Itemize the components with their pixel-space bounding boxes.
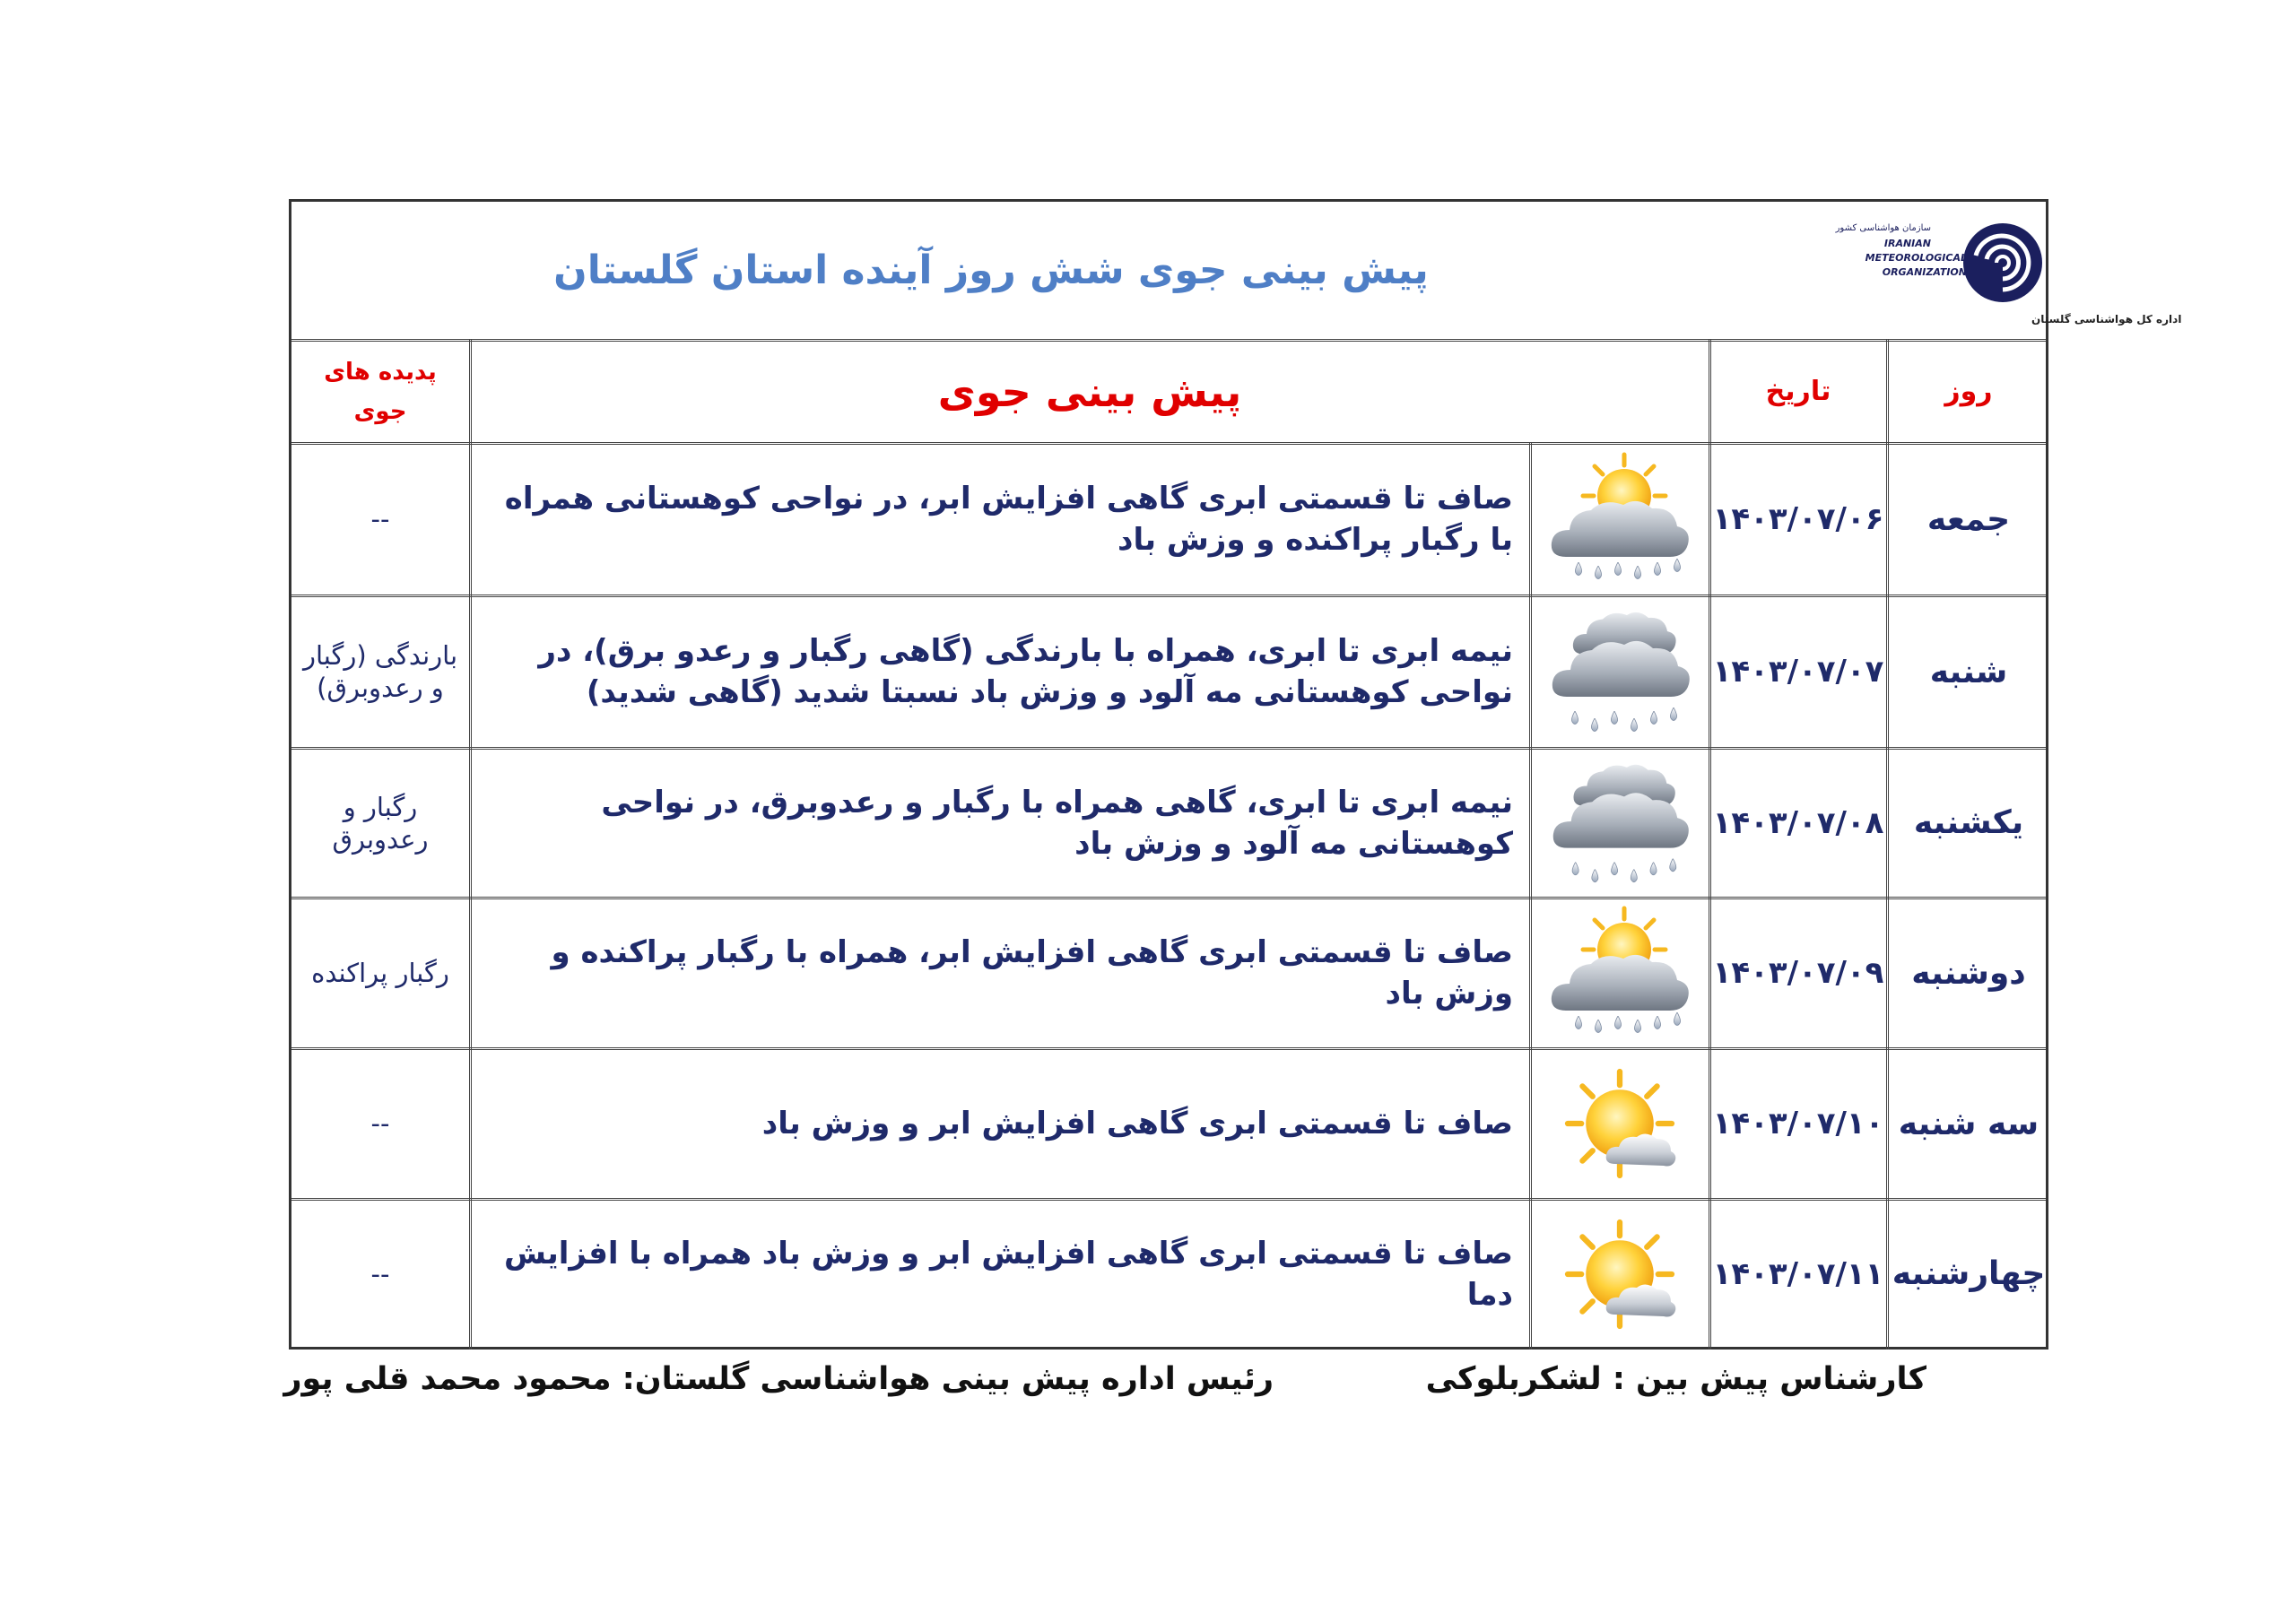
forecast-table (289, 199, 2182, 1350)
row-day: چهارشنبه (1892, 1255, 2046, 1292)
row-phenomena: -- (370, 1108, 390, 1139)
row-forecast-text: صاف تا قسمتی ابری گاهی افزایش ابر، در نواحی کوهستانی همراه با رگبار پراکنده و وزش باد (504, 481, 1513, 558)
row-day: سه شنبه (1898, 1105, 2039, 1142)
row-phenomena: -- (370, 1258, 390, 1289)
row-date: ۱۴۰۳/۰۷/۰۹ (1712, 955, 1884, 991)
column-header-day: روز (1944, 376, 1993, 407)
row-phenomena: -- (370, 504, 390, 534)
row-forecast-text: صاف تا قسمتی ابری گاهی افزایش ابر و وزش باد همراه با افزایش دما (503, 1235, 1513, 1313)
row-phenomena: بارندگی (رگبار و رعدوبرق) (302, 640, 458, 703)
row-forecast-text: صاف تا قسمتی ابری گاهی افزایش ابر و وزش باد (761, 1106, 1513, 1141)
row-forecast-text: نیمه ابری تا ابری، گاهی همراه با رگبار و رعدوبرق، در نواحی کوهستانی مه آلود و وزش باد (601, 784, 1513, 862)
page-title: پیش بینی جوی شش روز آینده استان گلستان (553, 247, 1429, 293)
svg-text:METEOROLOGICAL: METEOROLOGICAL (1865, 252, 1967, 264)
meteorological-organization-logo (1832, 211, 2182, 332)
logo-text: سازمان هواشناسی کشور (1835, 223, 1931, 233)
row-day: دوشنبه (1911, 954, 2026, 992)
cloud-rain-icon (1531, 749, 1709, 897)
sun-small-cloud-icon (1531, 1200, 1709, 1348)
column-header-phenomena-line2: جوی (353, 397, 407, 425)
row-day: جمعه (1926, 500, 2011, 538)
column-header-phenomena (291, 341, 469, 442)
svg-text:ORGANIZATION: ORGANIZATION (1882, 266, 1967, 278)
cloud-rain-icon (1531, 596, 1709, 747)
row-phenomena: رگبار و رعدوبرق (332, 791, 429, 855)
row-date: ۱۴۰۳/۰۷/۰۶ (1712, 501, 1884, 537)
row-forecast-text: نیمه ابری تا ابری، همراه با بارندگی (گاهی رگبار و رعدو برق)، در نواحی کوهستانی مه آلود و وزش باد نسبتا شدید (گاهی شدید) (538, 633, 1513, 710)
row-day: یکشنبه (1913, 804, 2024, 841)
row-day: شنبه (1929, 653, 2008, 690)
sun-cloud-rain-icon (1531, 898, 1709, 1047)
logo-icon (1832, 211, 2182, 332)
column-header-phenomena-line1: پدیده های (324, 358, 437, 386)
column-header-date: تاریخ (1765, 376, 1831, 407)
forecaster-signature: کارشناس پیش بین : لشکربلوکی (1425, 1361, 1926, 1397)
svg-text:IRANIAN: IRANIAN (1883, 238, 1931, 249)
row-date: ۱۴۰۳/۰۷/۰۸ (1712, 804, 1884, 841)
row-date: ۱۴۰۳/۰۷/۱۱ (1712, 1255, 1884, 1292)
svg-text:اداره کل هواشناسی گلستان: اداره کل هواشناسی گلستان (2031, 313, 2182, 325)
row-date: ۱۴۰۳/۰۷/۰۷ (1712, 654, 1884, 690)
row-date: ۱۴۰۳/۰۷/۱۰ (1712, 1106, 1884, 1141)
sun-cloud-rain-icon (1531, 444, 1709, 595)
row-forecast-text: صاف تا قسمتی ابری گاهی افزایش ابر، همراه با رگبار پراکنده و وزش باد (551, 934, 1513, 1011)
row-phenomena: رگبار پراکنده (311, 958, 449, 988)
head-signature: رئیس اداره پیش بینی هواشناسی گلستان: محمود محمد قلی پور (283, 1361, 1274, 1397)
sun-small-cloud-icon (1531, 1049, 1709, 1198)
column-header-forecast: پیش بینی جوی (937, 367, 1242, 416)
